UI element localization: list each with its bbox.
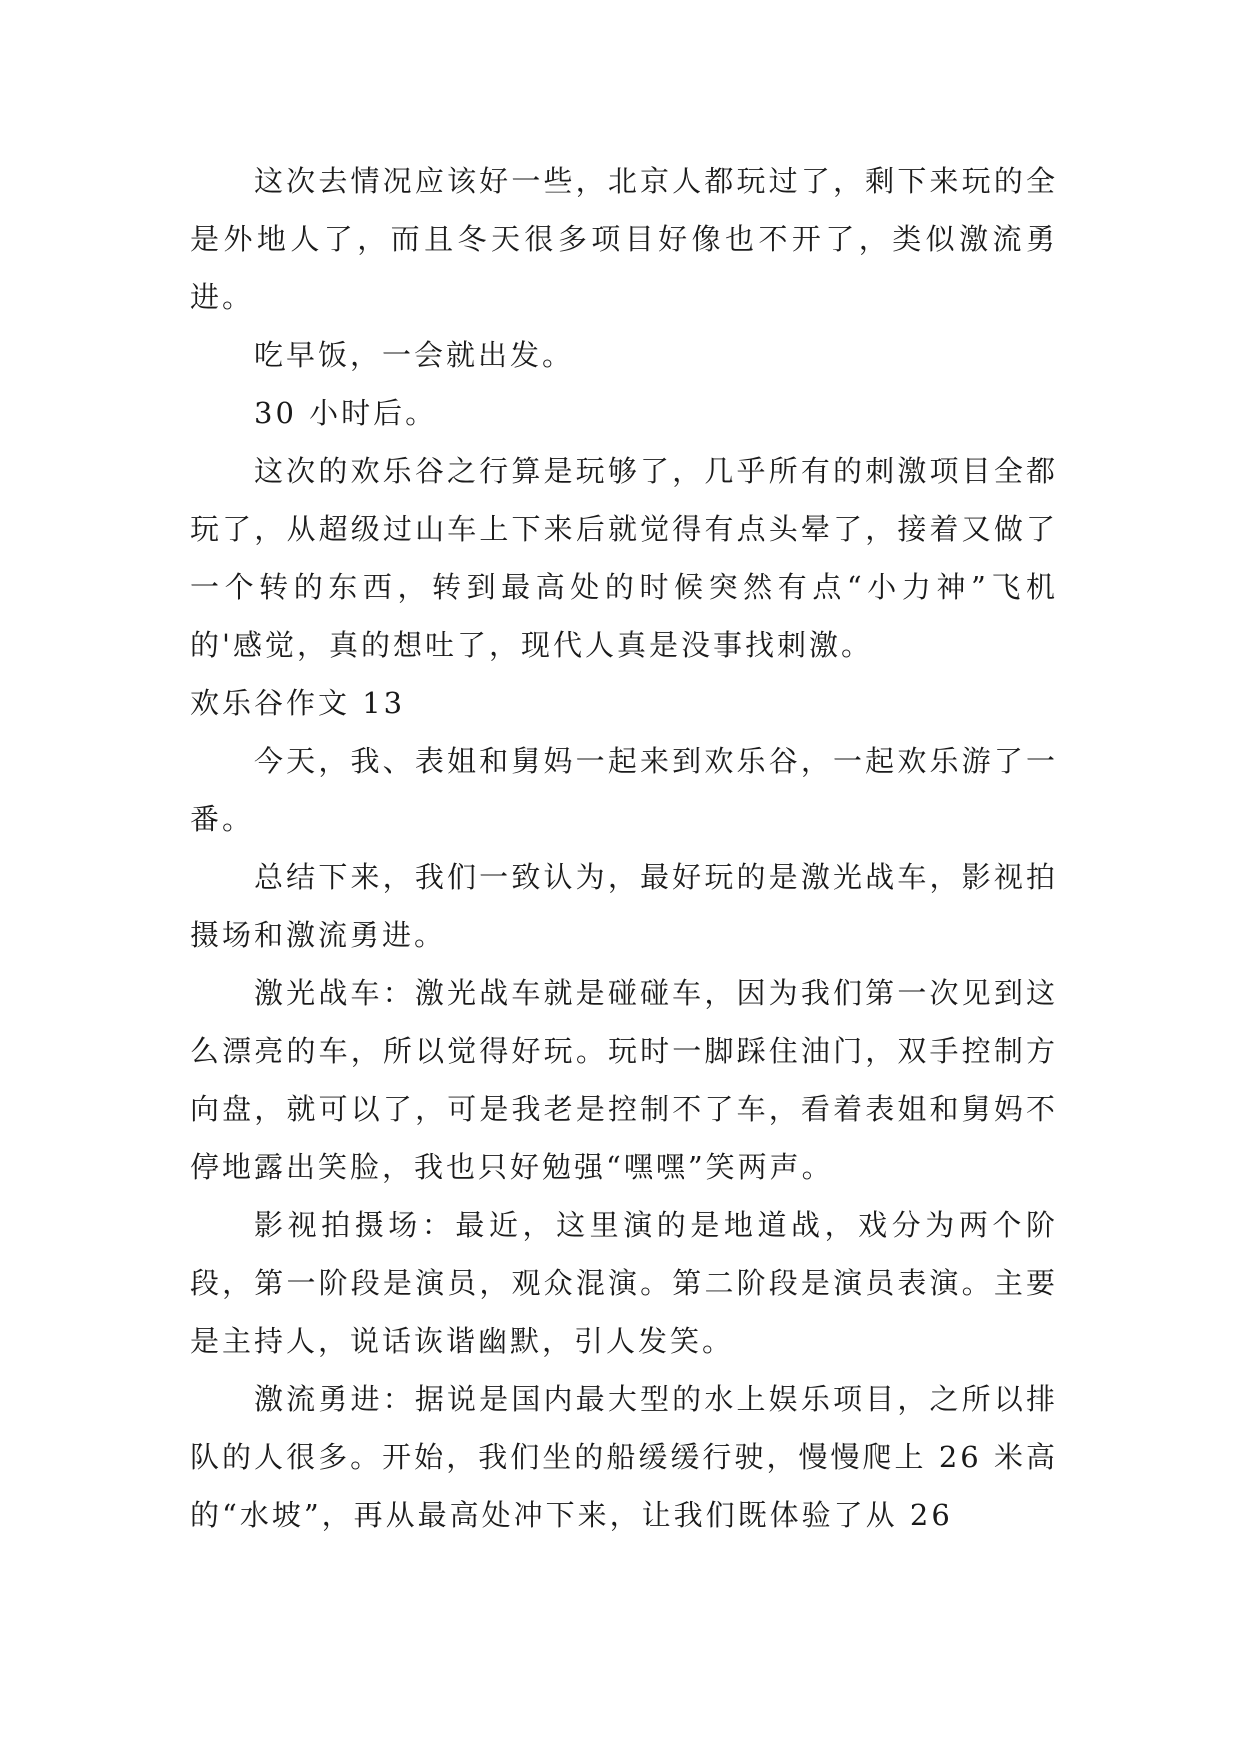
paragraph: 激流勇进：据说是国内最大型的水上娱乐项目，之所以排队的人很多。开始，我们坐的船缓缓行驶，慢慢爬上 26 米高的“水坡”，再从最高处冲下来，让我们既体验了从 26 xyxy=(190,1382,1058,1532)
paragraph: 30 小时后。 xyxy=(254,396,438,430)
paragraph: 这次去情况应该好一些，北京人都玩过了，剩下来玩的全是外地人了，而且冬天很多项目好像也不开了，类似激流勇进。 xyxy=(190,164,1058,314)
paragraph: 今天，我、表姐和舅妈一起来到欢乐谷，一起欢乐游了一番。 xyxy=(190,744,1058,836)
paragraph: 影视拍摄场：最近，这里演的是地道战，戏分为两个阶段，第一阶段是演员，观众混演。第二阶段是演员表演。主要是主持人，说话诙谐幽默，引人发笑。 xyxy=(190,1208,1058,1358)
paragraph: 这次的欢乐谷之行算是玩够了，几乎所有的刺激项目全都玩了，从超级过山车上下来后就觉得有点头晕了，接着又做了一个转的东西，转到最高处的时候突然有点“小力神”飞机的'感觉，真的想吐了，现代人真是没事找刺激。 xyxy=(190,454,1058,662)
paragraph: 总结下来，我们一致认为，最好玩的是激光战车，影视拍摄场和激流勇进。 xyxy=(190,860,1058,952)
paragraph: 激光战车：激光战车就是碰碰车，因为我们第一次见到这么漂亮的车，所以觉得好玩。玩时一脚踩住油门，双手控制方向盘，就可以了，可是我老是控制不了车，看着表姐和舅妈不停地露出笑脸，我也只好勉强“嘿嘿”笑两声。 xyxy=(190,976,1058,1184)
section-heading: 欢乐谷作文 13 xyxy=(190,686,406,720)
document-body xyxy=(190,152,1058,1544)
paragraph: 吃早饭，一会就出发。 xyxy=(254,338,575,372)
